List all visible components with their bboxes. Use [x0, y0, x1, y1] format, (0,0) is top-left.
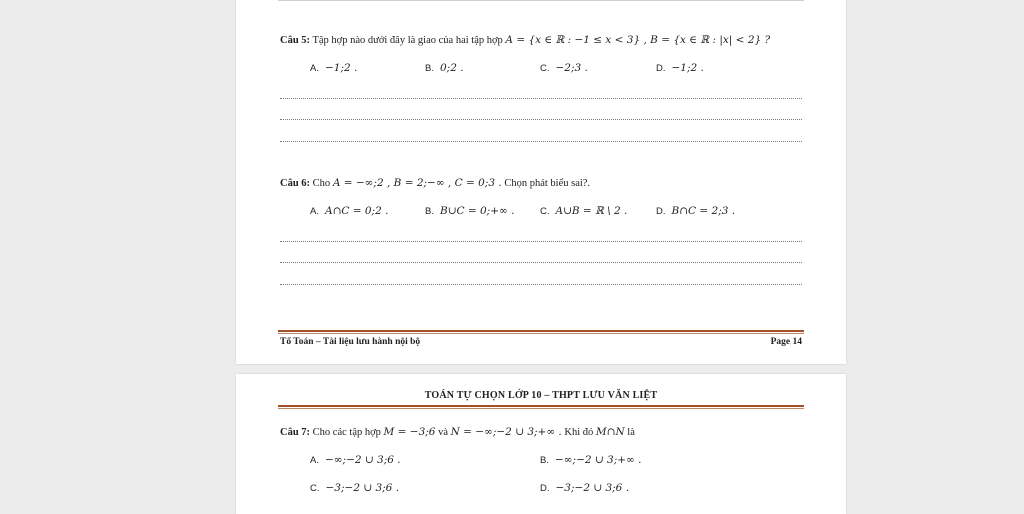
q6-option-c [540, 205, 627, 217]
answer-line [280, 262, 802, 263]
q5-option-d-key: D. [656, 63, 666, 74]
q5-option-b-key: B. [425, 63, 434, 74]
question-7-end: là [627, 427, 635, 438]
question-7-expression-mn: M∩N [595, 426, 625, 438]
question-5-label: Câu 5: [280, 35, 311, 46]
q5-option-a-key: A. [310, 63, 319, 74]
question-6-label: Câu 6: [280, 178, 311, 189]
top-divider [278, 0, 804, 1]
question-7-label: Câu 7: [280, 427, 311, 438]
answer-line [280, 284, 802, 285]
question-6-text: Cho [312, 178, 331, 189]
question-5 [280, 34, 770, 46]
q6-option-a-key: A. [310, 206, 319, 217]
question-6 [280, 177, 590, 189]
q6-option-b [425, 205, 514, 217]
q5-option-b-value: 0;2 . [439, 62, 464, 74]
q6-option-d-key: D. [656, 206, 666, 217]
q6-option-d-value: B∩C = 2;3 . [671, 205, 736, 217]
q7-option-a-key: A. [310, 455, 319, 466]
q7-option-c-key: C. [310, 483, 320, 494]
q7-option-d [540, 482, 629, 494]
q7-option-b-key: B. [540, 455, 549, 466]
answer-line [280, 98, 802, 99]
document-page-14 [236, 0, 846, 364]
question-5-text: Tập hợp nào dưới đây là giao của hai tập hợp [312, 35, 503, 46]
q5-option-c-value: −2;3 . [555, 62, 588, 74]
question-5-expression: A = {x ∈ ℝ : −1 ≤ x < 3} , B = {x ∈ ℝ : |x| < 2} ? [505, 34, 771, 46]
answer-line [280, 119, 802, 120]
question-7 [280, 426, 635, 438]
q7-option-b [540, 454, 641, 466]
q7-option-d-value: −3;−2 ∪ 3;6 . [555, 482, 630, 494]
q7-option-a-value: −∞;−2 ∪ 3;6 . [324, 454, 401, 466]
footer-left-text: Tổ Toán – Tài liệu lưu hành nội bộ [280, 337, 421, 347]
header-divider [278, 405, 804, 409]
answer-line [280, 141, 802, 142]
answer-line [280, 241, 802, 242]
page-number: Page 14 [770, 337, 802, 347]
question-6-expression: A = −∞;2 , B = 2;−∞ , C = 0;3 . [332, 177, 502, 189]
question-7-expression-n: N = −∞;−2 ∪ 3;+∞ . [450, 426, 562, 438]
q6-option-d [656, 205, 735, 217]
question-7-and: và [438, 427, 449, 438]
question-7-text: Cho các tập hợp [312, 427, 381, 438]
q6-option-b-value: B∪C = 0;+∞ . [439, 205, 515, 217]
q7-option-a [310, 454, 401, 466]
page-header-title: TOÁN TỰ CHỌN LỚP 10 – THPT LƯU VĂN LIỆT [424, 390, 658, 401]
q5-option-c [540, 62, 588, 74]
q7-option-c-value: −3;−2 ∪ 3;6 . [325, 482, 400, 494]
q7-option-d-key: D. [540, 483, 550, 494]
question-7-expression-m: M = −3;6 [383, 426, 436, 438]
q6-option-c-value: A∪B = ℝ \ 2 . [555, 205, 628, 217]
footer-divider [278, 330, 804, 334]
q5-option-a [310, 62, 357, 74]
q6-option-a-value: A∩C = 0;2 . [324, 205, 389, 217]
q5-option-d-value: −1;2 . [671, 62, 704, 74]
q6-option-a [310, 205, 388, 217]
question-6-tail: Chọn phát biểu sai?. [504, 178, 591, 189]
q7-option-c [310, 482, 399, 494]
question-7-tail: Khi đó [564, 427, 594, 438]
q5-option-b [425, 62, 464, 74]
document-page-15 [236, 374, 846, 514]
q5-option-a-value: −1;2 . [324, 62, 358, 74]
q6-option-b-key: B. [425, 206, 434, 217]
q5-option-d [656, 62, 704, 74]
q7-option-b-value: −∞;−2 ∪ 3;+∞ . [554, 454, 642, 466]
q6-option-c-key: C. [540, 206, 550, 217]
q5-option-c-key: C. [540, 63, 550, 74]
